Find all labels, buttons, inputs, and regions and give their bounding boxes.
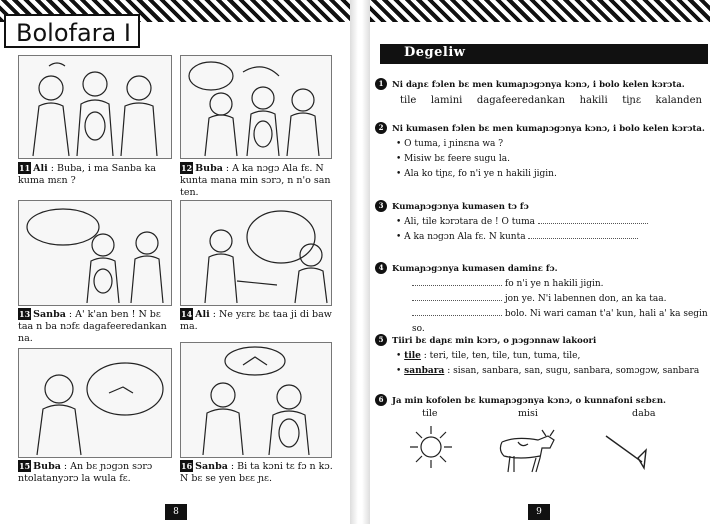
answer-blank[interactable] [538,215,648,224]
comic-caption-12: 12 Buba : A ka nɔgɔ Ala fɛ. N kunta mana min sɔrɔ, n n'o san ten. [180,163,331,198]
sentence-line: • Ala ko tiɲɛ, fo n'i ye n hakili jigin. [396,169,557,179]
exercise-instruction: Ja min kofolen bɛ kumaɲɔgɔnya kɔnɔ, o kunnafoni sɛbɛn. [392,396,667,406]
decorative-border [370,0,710,22]
word: tiɲɛ [622,95,642,106]
comic-panel-12-art [180,55,332,159]
fill-line: • Ali, tile kɔrɔtara de ! O tuma [392,215,710,230]
section-header [380,44,708,64]
label-daba: daba [632,408,656,419]
exercise-6 [378,394,710,409]
fill-line: bolo. Ni wari caman t'a' kun, hali a' ka segin so. [412,309,708,334]
exercise-5 [378,334,710,379]
fill-line: • A ka nɔgɔn Ala fɛ. N kunta [392,230,710,245]
comic-caption-13: 13 Sanba : A' k'an ben ! N bɛ taa n ba nɔfɛ dagafeeredankan na. [18,309,167,344]
exercise-4 [378,262,710,337]
exercise-number-icon: 1 [375,78,387,90]
exercise-instruction: Kumaɲɔgɔnya kumasen tɔ fɔ [392,202,529,212]
sentence-line: • O tuma, i ɲinɛna wa ? [396,139,504,149]
sentence-line: • Misiw bɛ feere sugu la. [396,154,511,164]
comic-caption-16: 16 Sanba : Bi ta kɔni tɛ fɔ n kɔ. N bɛ se yen bɛɛ ɲɛ. [180,461,333,484]
exercise-instruction: Tiiri bɛ daɲɛ min kɔrɔ, o ɲɔgɔnnaw lakoori [392,336,597,346]
label-tile: tile [422,408,438,419]
word: hakili [579,95,608,106]
right-page [370,0,720,524]
exercise-1 [378,78,710,108]
exercise-3 [378,200,710,245]
exercise-number-icon: 6 [375,394,387,406]
exercise-number-icon: 2 [375,122,387,134]
word: dagafeeredankan [476,95,566,106]
exercise-number-icon: 3 [375,200,387,212]
comic-panel-15-art [18,348,172,458]
section-title: Degeliw [404,45,466,60]
word: kalanden [655,95,702,106]
label-misi: misi [518,408,538,419]
comic-panel-16-art [180,342,332,458]
word: tile [400,95,417,106]
hoe-icon [602,428,648,470]
sun-icon [408,424,454,470]
comic-caption-14: 14 Ali : Ne yɛrɛ bɛ taa ji di baw ma. [180,309,332,332]
page-title: Bolofara I [4,14,140,48]
cow-icon [496,426,558,474]
fill-line: fo n'i ye n hakili jigin. [392,277,710,292]
comic-panel-14-art [180,200,332,306]
exercise-number-icon: 4 [375,262,387,274]
book-gutter [350,0,370,524]
comic-panel-13-art [18,200,172,306]
exercise-instruction: Ni daɲɛ fɔlen bɛ men kumaɲɔgɔnya kɔnɔ, i bolo kelen kɔrɔta. [392,80,685,90]
word-row: • tile : teri, tile, ten, tile, tun, tuma, tile, [396,351,581,361]
left-page [0,0,350,524]
exercise-2 [378,122,710,182]
answer-blank[interactable] [528,230,638,239]
answer-blank[interactable] [412,292,502,301]
exercise-instruction: Kumaɲɔgɔnya kumasen daminɛ fɔ. [392,264,558,274]
comic-caption-11: 11 Ali : Buba, i ma Sanba ka kuma mɛn ? [18,163,157,186]
page-number-left: 8 [165,504,187,520]
word: lamini [430,95,463,106]
exercise-instruction: Ni kumasen fɔlen bɛ men kumaɲɔgɔnya kɔnɔ, i bolo kelen kɔrɔta. [392,124,705,134]
comic-caption-15: 15 Buba : An bɛ ɲɔgɔn sɔrɔ ntolatanyɔrɔ la wula fɛ. [18,461,153,484]
word-list [392,93,710,108]
page-number-right: 9 [528,504,550,520]
fill-line: jon ye. N'i labennen don, an ka taa. [392,292,710,307]
answer-blank[interactable] [412,307,502,316]
word-row: • sanbara : sisan, sanbara, san, sugu, sanbara, somɔgɔw, sanbara [396,366,700,376]
comic-panel-11-art [18,55,172,159]
exercise-number-icon: 5 [375,334,387,346]
answer-blank[interactable] [412,277,502,286]
